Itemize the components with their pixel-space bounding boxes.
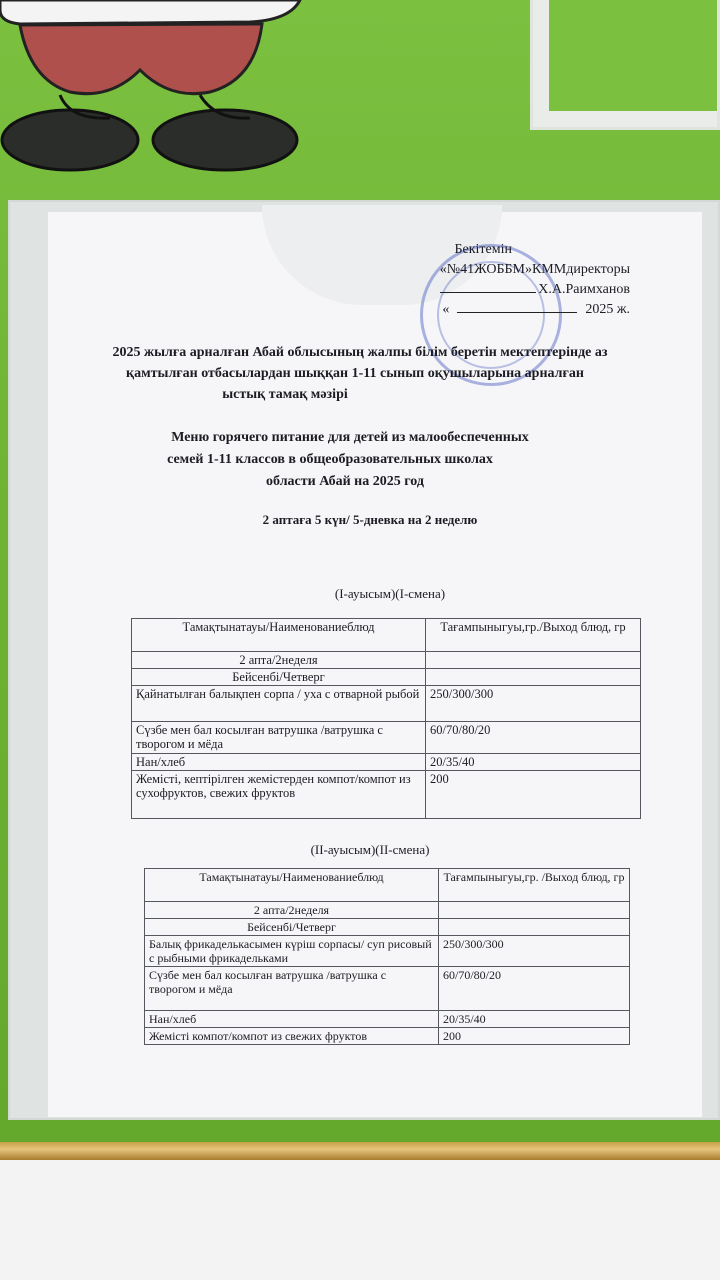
dish-yield: 200 <box>439 1028 630 1045</box>
dish-yield: 200 <box>426 771 641 819</box>
dish-name: Сүзбе мен бал косылған ватрушка /ватрушка с творогом и мёда <box>145 967 439 1011</box>
dish-name: Жемісті компот/компот из свежих фруктов <box>145 1028 439 1045</box>
table-row <box>132 686 641 722</box>
approval-line-4: « 2025 ж. <box>442 302 630 317</box>
shift-1-label: (I-ауысым)(I-смена) <box>334 586 446 601</box>
title-ru-line-2: семей 1-11 классов в общеобразовательных школах <box>167 452 493 467</box>
approval-line-2: «№41ЖОББМ»КММдиректоры <box>439 262 630 277</box>
dish-yield: 250/300/300 <box>439 936 630 967</box>
board-frame-edge <box>0 1142 720 1160</box>
dish-yield: 60/70/80/20 <box>439 967 630 1011</box>
approval-block <box>380 240 630 320</box>
cartoon-character-illustration <box>0 0 310 190</box>
table-header-row <box>145 869 630 902</box>
table-row-week <box>132 652 641 669</box>
dish-name: Жемісті, кептірілген жемістерден компот/компот из сухофруктов, свежих фруктов <box>132 771 426 819</box>
title-ru-line-3: области Абай на 2025 год <box>266 474 424 489</box>
week-cell: 2 апта/2неделя <box>132 652 426 669</box>
table-header-row <box>132 619 641 652</box>
dish-name: Нан/хлеб <box>145 1011 439 1028</box>
dish-yield: 60/70/80/20 <box>426 722 641 754</box>
shift-2-label: (II-ауысым)(II-смена) <box>310 842 430 857</box>
day-cell: Бейсенбі/Четверг <box>145 919 439 936</box>
title-kazakh <box>50 342 670 405</box>
title-kz-line-3: ыстық тамақ мәзірі <box>222 387 348 402</box>
adjacent-paper-sheet <box>530 0 720 130</box>
table-row <box>145 1011 630 1028</box>
table-row-day <box>145 919 630 936</box>
table-row <box>145 936 630 967</box>
table-row <box>145 967 630 1011</box>
day-cell: Бейсенбі/Четверг <box>132 669 426 686</box>
week-cell: 2 апта/2неделя <box>145 902 439 919</box>
table-row-day <box>132 669 641 686</box>
dish-name: Нан/хлеб <box>132 754 426 771</box>
shift-2-menu-table <box>144 868 630 1045</box>
table-row <box>132 754 641 771</box>
title-russian <box>90 427 610 493</box>
dish-yield: 250/300/300 <box>426 686 641 722</box>
approval-line-1: Бекітемін <box>454 242 512 257</box>
dish-yield: 20/35/40 <box>426 754 641 771</box>
table-row <box>132 722 641 754</box>
dish-name: Сүзбе мен бал косылған ватрушка /ватрушка с творогом и мёда <box>132 722 426 754</box>
table-row <box>145 1028 630 1045</box>
table-row <box>132 771 641 819</box>
table-row-week <box>145 902 630 919</box>
column-header-dish: Тамақтынатауы/Наименованиеблюд <box>145 869 439 902</box>
dish-name: Қайнатылған балықпен сорпа / уха с отварной рыбой <box>132 686 426 722</box>
period-label: 2 аптаға 5 күн/ 5-дневка на 2 неделю <box>262 512 478 527</box>
title-kz-line-2: қамтылған отбасылардан шыққан 1-11 сынып оқушыларына арналған <box>126 366 584 381</box>
column-header-yield: Тағампыныгуы,гр. /Выход блюд, гр <box>439 869 630 902</box>
approval-line-3: Х.А.Раимханов <box>380 280 630 300</box>
dish-yield: 20/35/40 <box>439 1011 630 1028</box>
column-header-dish: Тамақтынатауы/Наименованиеблюд <box>132 619 426 652</box>
column-header-yield: Тағампыныгуы,гр./Выход блюд, гр <box>426 619 641 652</box>
title-kz-line-1: 2025 жылға арналған Абай облысының жалпы білім беретін мектептерінде аз <box>112 345 608 360</box>
wall-background <box>0 1160 720 1280</box>
title-ru-line-1: Меню горячего питание для детей из малообеспеченных <box>171 430 529 445</box>
dish-name: Балық фрикаделькасымен күріш сорпасы/ суп рисовый с рыбными фрикадельками <box>145 936 439 967</box>
shift-1-menu-table <box>131 618 641 819</box>
